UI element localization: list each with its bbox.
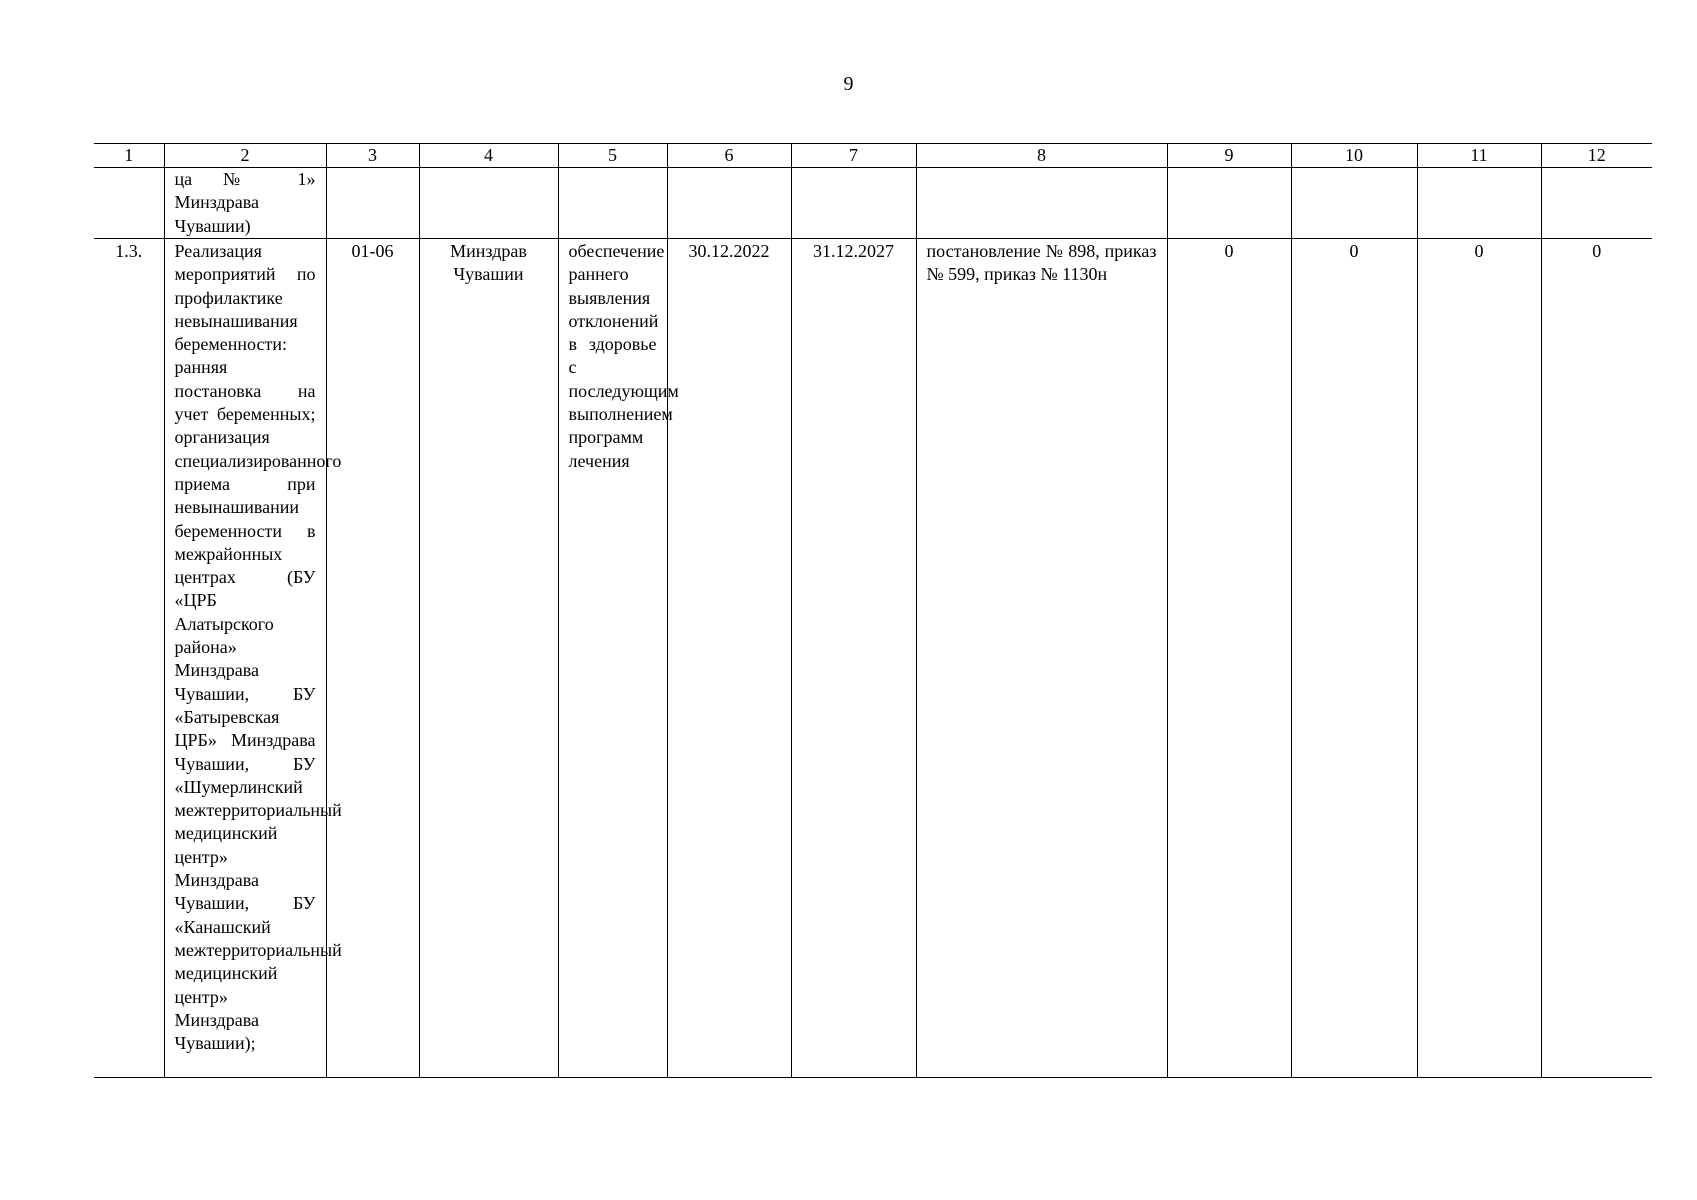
continuation-cell-12 [1541, 168, 1652, 239]
continuation-cell-10 [1291, 168, 1417, 239]
continuation-description: ца № 1» Минздрава Чувашии) [164, 168, 326, 239]
continuation-cell-11 [1417, 168, 1541, 239]
header-row [94, 144, 1652, 168]
column-header-2: 2 [164, 144, 326, 168]
page-number: 9 [843, 73, 854, 95]
row-end-date: 31.12.2027 [791, 239, 916, 1078]
table-row [94, 239, 1652, 1078]
row-value-11: 0 [1417, 239, 1541, 1078]
continuation-cell-4 [419, 168, 558, 239]
row-executor: Минздрав Чувашии [419, 239, 558, 1078]
continuation-cell-1 [94, 168, 164, 239]
column-header-9: 9 [1167, 144, 1291, 168]
row-value-10: 0 [1291, 239, 1417, 1078]
column-header-11: 11 [1417, 144, 1541, 168]
document-table [94, 143, 1652, 1078]
row-value-9: 0 [1167, 239, 1291, 1078]
continuation-cell-3 [326, 168, 419, 239]
column-header-4: 4 [419, 144, 558, 168]
row-number: 1.3. [94, 239, 164, 1078]
column-header-12: 12 [1541, 144, 1652, 168]
column-header-6: 6 [667, 144, 791, 168]
row-start-date: 30.12.2022 [667, 239, 791, 1078]
column-header-5: 5 [558, 144, 667, 168]
column-header-1: 1 [94, 144, 164, 168]
continuation-cell-7 [791, 168, 916, 239]
continuation-cell-9 [1167, 168, 1291, 239]
column-header-10: 10 [1291, 144, 1417, 168]
row-basis: постановление № 898, приказ № 599, приказ № 1130н [916, 239, 1167, 1078]
row-code: 01-06 [326, 239, 419, 1078]
column-header-3: 3 [326, 144, 419, 168]
row-result: обеспечение раннего выявления отклонений в здоровье с последующим выполнением программ лечения [558, 239, 667, 1078]
continuation-cell-8 [916, 168, 1167, 239]
row-description: Реализация мероприятий по профилактике невынашивания беременности: ранняя постановка на учет беременных; организация специализированного приема при невынашивании беременности в межрайонных центрах (БУ «ЦРБ Алатырского района» Минздрава Чувашии, БУ «Батыревская ЦРБ» Минздрава Чувашии, БУ «Шумерлинский межтерриториальный медицинский центр» Минздрава Чувашии, БУ «Канашский межтерриториальный медицинский центр» Минздрава Чувашии); [164, 239, 326, 1078]
continuation-cell-5 [558, 168, 667, 239]
column-header-8: 8 [916, 144, 1167, 168]
column-header-7: 7 [791, 144, 916, 168]
continuation-cell-6 [667, 168, 791, 239]
continuation-row [94, 168, 1652, 239]
row-value-12: 0 [1541, 239, 1652, 1078]
